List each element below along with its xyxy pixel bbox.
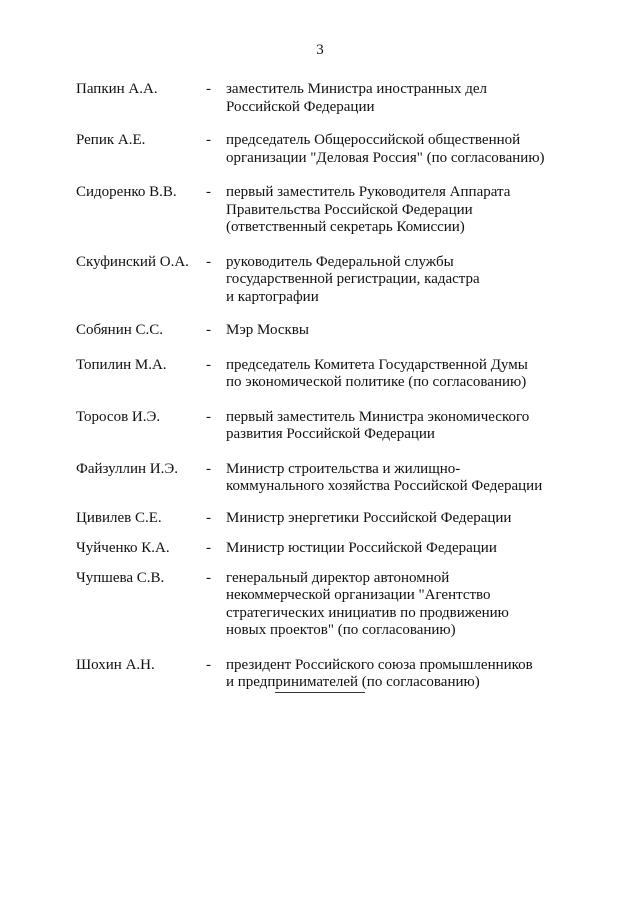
dash-separator: - <box>206 569 211 586</box>
member-name: Торосов И.Э. <box>76 408 161 425</box>
member-row <box>76 657 576 692</box>
dash-separator: - <box>206 184 211 200</box>
member-position: первый заместитель Руководителя Аппарата Правительства Российской Федерации (ответственный секретарь Комиссии) <box>226 184 511 235</box>
member-name: Собянин С.С. <box>76 322 164 338</box>
member-row <box>76 409 576 444</box>
member-row <box>76 81 576 116</box>
member-name: Файзуллин И.Э. <box>76 460 178 477</box>
end-of-list-divider <box>275 692 365 693</box>
member-row <box>76 357 576 392</box>
member-name: Чуйченко К.А. <box>76 540 170 556</box>
dash-separator: - <box>206 322 211 338</box>
member-name: Топилин М.А. <box>76 356 167 373</box>
member-name: Чупшева С.В. <box>76 569 165 586</box>
dash-separator: - <box>206 356 211 373</box>
member-name: Скуфинский О.А. <box>76 253 189 270</box>
member-position: руководитель Федеральной службы государственной регистрации, кадастра и картографии <box>226 253 480 305</box>
dash-separator: - <box>206 253 211 270</box>
member-position: президент Российского союза промышленников и предпринимателей (по согласованию) <box>226 656 533 690</box>
member-row <box>76 254 576 307</box>
member-row <box>76 510 576 528</box>
member-list <box>76 81 576 692</box>
member-position: Мэр Москвы <box>226 322 309 338</box>
member-row <box>76 570 576 640</box>
dash-separator: - <box>206 460 211 477</box>
dash-separator: - <box>206 540 211 556</box>
member-position: Министр энергетики Российской Федерации <box>226 509 512 526</box>
dash-separator: - <box>206 132 211 148</box>
member-position: генеральный директор автономной некоммерческой организации "Агентство стратегических инициатив по продвижению новых проектов" (по согласованию) <box>226 569 509 638</box>
page-number: 3 <box>316 42 324 58</box>
member-row <box>76 540 576 558</box>
member-position: заместитель Министра иностранных дел Российской Федерации <box>226 81 487 115</box>
member-position: председатель Общероссийской общественной организации "Деловая Россия" (по согласованию) <box>226 132 545 166</box>
dash-separator: - <box>206 509 211 526</box>
member-position: Министр строительства и жилищно- коммунального хозяйства Российской Федерации <box>226 460 543 494</box>
member-position: первый заместитель Министра экономического развития Российской Федерации <box>226 408 530 442</box>
member-name: Шохин А.Н. <box>76 656 155 673</box>
dash-separator: - <box>206 408 211 425</box>
member-row <box>76 461 576 496</box>
member-position: председатель Комитета Государственной Думы по экономической политике (по согласованию) <box>226 356 528 390</box>
dash-separator: - <box>206 656 211 673</box>
member-name: Сидоренко В.В. <box>76 184 177 200</box>
member-position: Министр юстиции Российской Федерации <box>226 540 497 556</box>
member-row <box>76 132 576 167</box>
member-name: Репик А.Е. <box>76 132 146 148</box>
dash-separator: - <box>206 81 211 97</box>
member-name: Цивилев С.Е. <box>76 509 162 526</box>
member-row <box>76 322 576 340</box>
member-name: Папкин А.А. <box>76 81 158 97</box>
member-row <box>76 184 576 237</box>
